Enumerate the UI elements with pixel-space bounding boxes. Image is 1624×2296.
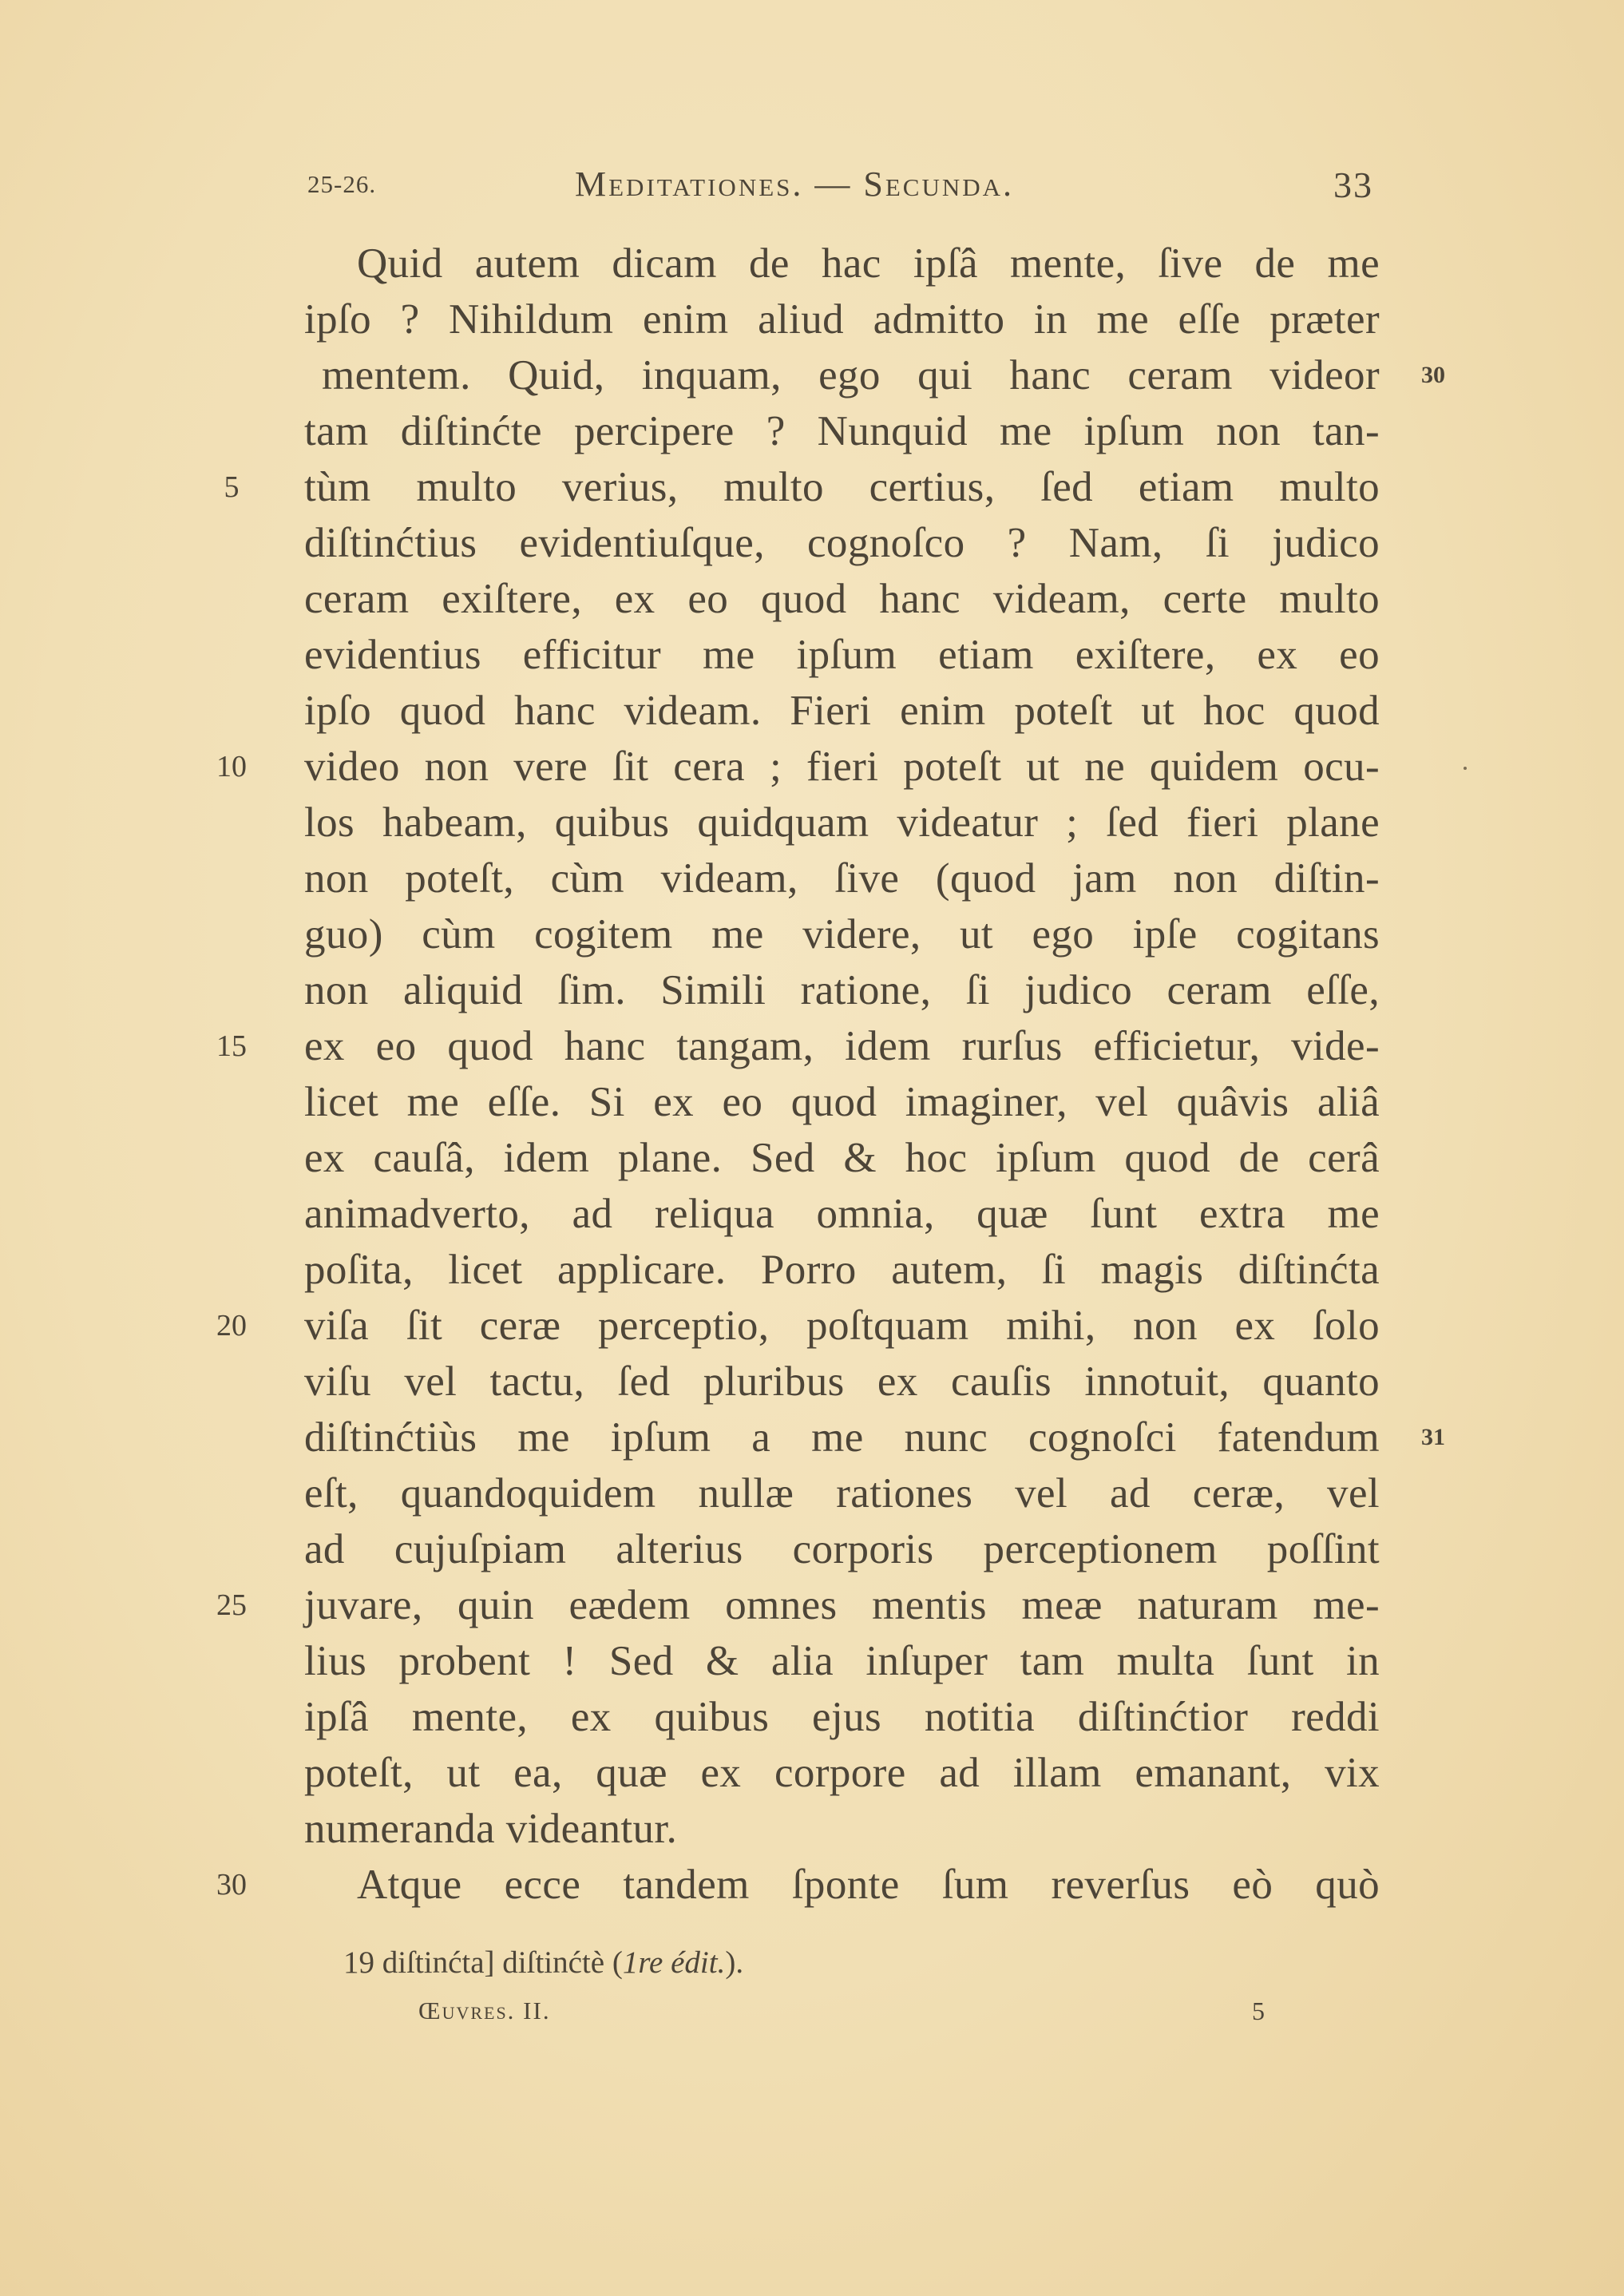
text-line: Atque ecce tandem ſponte ſum reverſus eò quò — [357, 1862, 1380, 1908]
text-line: non poteſt, cùm videam, ſive (quod jam non diſtin- — [304, 855, 1380, 902]
text-line: viſa ſit ceræ perceptio, poſtquam mihi, non ex ſolo — [304, 1303, 1380, 1349]
text-line: evidentius efficitur me ipſum etiam exiſtere, ex eo — [304, 632, 1380, 678]
text-line: juvare, quin eædem omnes mentis meæ naturam me- — [304, 1582, 1380, 1628]
text-line: ceram exiſtere, ex eo quod hanc videam, certe multo — [304, 576, 1380, 622]
page-range: 25-26. — [307, 170, 377, 198]
text-line: poſita, licet applicare. Porro autem, ſi magis diſtinćta — [304, 1247, 1380, 1293]
sheet-number: 5 — [1252, 1997, 1265, 2025]
text-line: diſtinćtius evidentiuſque, cognoſco ? Nam, ſi judico — [304, 520, 1380, 566]
page-number: 33 — [1333, 165, 1373, 205]
text-line: video non vere ſit cera ; fieri poteſt ut ne quidem ocu- — [304, 744, 1380, 790]
text-line: los habeam, quibus quidquam videatur ; ſed fieri plane — [304, 799, 1380, 846]
footnote-text: 19 diſtinćta] diſtinćtè ( — [343, 1945, 623, 1980]
line-number: 15 — [216, 1029, 247, 1063]
text-line: ex eo quod hanc tangam, idem rurſus efficietur, vide- — [304, 1023, 1380, 1069]
margin-reference: 30 — [1421, 362, 1445, 388]
text-line: Quid autem dicam de hac ipſâ mente, ſive de me — [357, 240, 1380, 287]
text-line: eſt, quandoquidem nullæ rationes vel ad ceræ, vel — [304, 1470, 1380, 1517]
text-line: animadverto, ad reliqua omnia, quæ ſunt extra me — [304, 1191, 1380, 1237]
running-header — [0, 164, 1624, 212]
running-title: Meditationes. — Secunda. — [575, 165, 1015, 204]
text-line: viſu vel tactu, ſed pluribus ex cauſis innotuit, quanto — [304, 1358, 1380, 1405]
line-number: 25 — [216, 1588, 247, 1622]
line-number: 30 — [216, 1868, 247, 1901]
paper-speck — [1464, 767, 1467, 770]
text-line: licet me eſſe. Si ex eo quod imaginer, vel quâvis aliâ — [304, 1079, 1380, 1125]
text-line: numeranda videantur. — [304, 1806, 678, 1852]
text-line: mentem. Quid, inquam, ego qui hanc ceram videor — [322, 352, 1380, 399]
footnote — [343, 1945, 743, 1981]
footnote-close: ). — [725, 1945, 744, 1980]
line-number: 10 — [216, 750, 247, 783]
text-line: ipſo quod hanc videam. Fieri enim poteſt ut hoc quod — [304, 688, 1380, 734]
text-line: ipſâ mente, ex quibus ejus notitia diſtinćtior reddi — [304, 1694, 1380, 1740]
text-line: diſtinćtiùs me ipſum a me nunc cognoſci fatendum — [304, 1414, 1380, 1461]
line-number: 5 — [224, 470, 240, 504]
text-line: lius probent ! Sed & alia inſuper tam multa ſunt in — [304, 1638, 1380, 1684]
text-line: tam diſtinćte percipere ? Nunquid me ipſum non tan- — [304, 408, 1380, 454]
text-line: ex cauſâ, idem plane. Sed & hoc ipſum quod de cerâ — [304, 1135, 1380, 1181]
line-number: 20 — [216, 1309, 247, 1342]
margin-reference: 31 — [1421, 1424, 1445, 1450]
text-line: poteſt, ut ea, quæ ex corpore ad illam emanant, vix — [304, 1750, 1380, 1796]
footnote-edition: 1re édit. — [622, 1945, 726, 1980]
text-line: guo) cùm cogitem me videre, ut ego ipſe cogitans — [304, 911, 1380, 958]
signature-mark: Œuvres. II. — [418, 1997, 551, 2024]
text-line: ad cujuſpiam alterius corporis perceptionem poſſint — [304, 1526, 1380, 1572]
text-line: ipſo ? Nihildum enim aliud admitto in me eſſe præter — [304, 296, 1380, 343]
text-line: tùm multo verius, multo certius, ſed etiam multo — [304, 464, 1380, 510]
text-line: non aliquid ſim. Simili ratione, ſi judico ceram eſſe, — [304, 967, 1380, 1013]
